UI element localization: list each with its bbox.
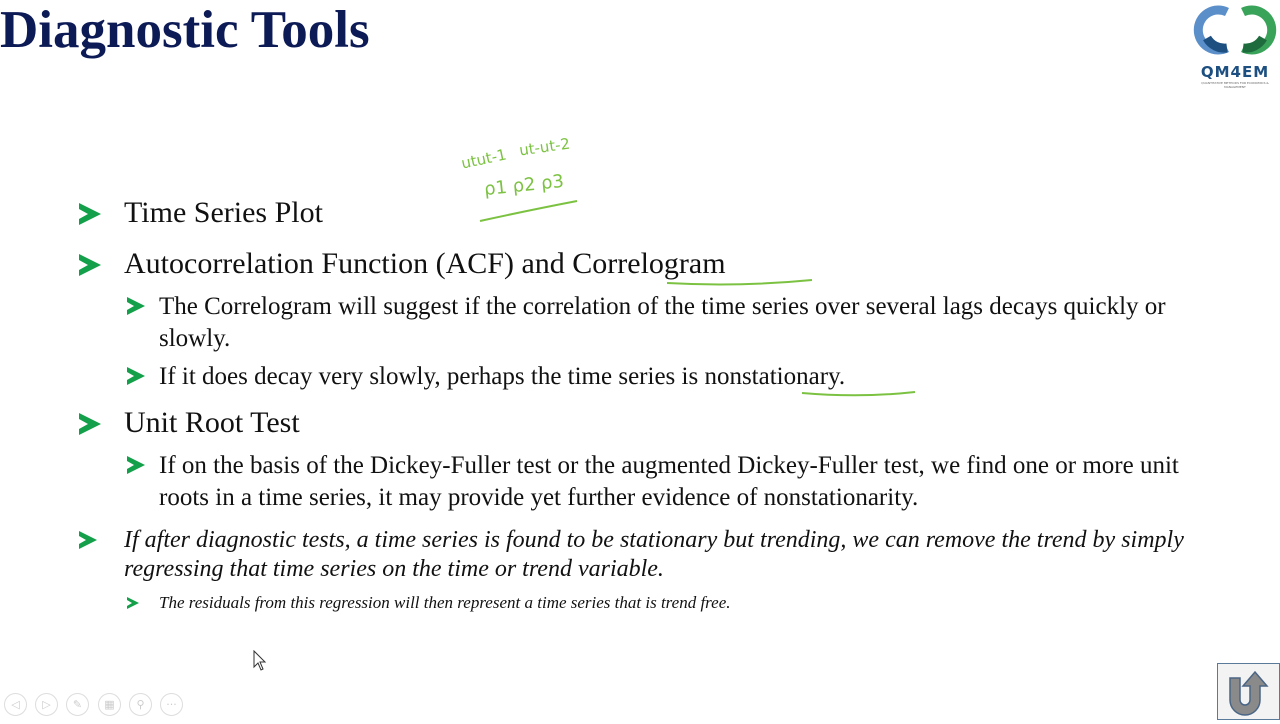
bullet-acf: Autocorrelation Function (ACF) and Correlogram [124,247,726,280]
bullet-detrending: If after diagnostic tests, a time series is found to be stationary but trending, we can remove the trend by simply regressing that time series on the time or trend variable. [124,527,1184,582]
bullet-arrow-icon [127,597,139,609]
u-turn-arrow-icon [1218,664,1279,719]
logo-tagline: QUANTITATIVE METHODS FOR ECONOMICS & MANAGEMENT [1201,81,1269,89]
ink-annotation: utut-1 [459,145,509,173]
bullet-arrow-icon [127,456,145,474]
more-options-button[interactable]: ··· [160,693,183,716]
slide-title: Diagnostic Tools [0,1,370,59]
bullet-arrow-icon [127,367,145,385]
next-slide-button[interactable]: ▷ [35,693,58,716]
ink-annotation: ρ1 ρ2 ρ3 [483,170,565,201]
previous-slide-button[interactable]: ◁ [4,693,27,716]
bullet-arrow-icon [127,297,145,315]
bullet-arrow-icon [79,254,101,276]
bullet-arrow-icon [79,203,101,225]
bullet-time-series-plot: Time Series Plot [124,196,323,229]
see-all-slides-button[interactable]: ▦ [98,693,121,716]
pen-tool-button[interactable]: ✎ [66,693,89,716]
bullet-unit-root: Unit Root Test [124,406,300,439]
sub-bullet-decay: If it does decay very slowly, perhaps the time series is nonstationary. [159,363,846,390]
logo-text: QM4EM [1200,63,1270,81]
zoom-button[interactable]: ⚲ [129,693,152,716]
sub-bullet-dickey-fuller: If on the basis of the Dickey-Fuller test or the augmented Dickey-Fuller test, we find one or more unit roots in a time series, it may provide yet further evidence of nonstationarity. [159,452,1179,511]
bullet-arrow-icon [79,413,101,435]
bullet-arrow-icon [79,531,97,549]
sub-bullet-residuals: The residuals from this regression will then represent a time series that is trend free. [159,593,731,612]
ink-annotation: ut-ut-2 [517,134,572,160]
return-button[interactable] [1217,663,1280,720]
mouse-cursor-icon [253,650,267,672]
sub-bullet-correlogram: The Correlogram will suggest if the correlation of the time series over several lags decays quickly or slowly. [159,293,1166,352]
